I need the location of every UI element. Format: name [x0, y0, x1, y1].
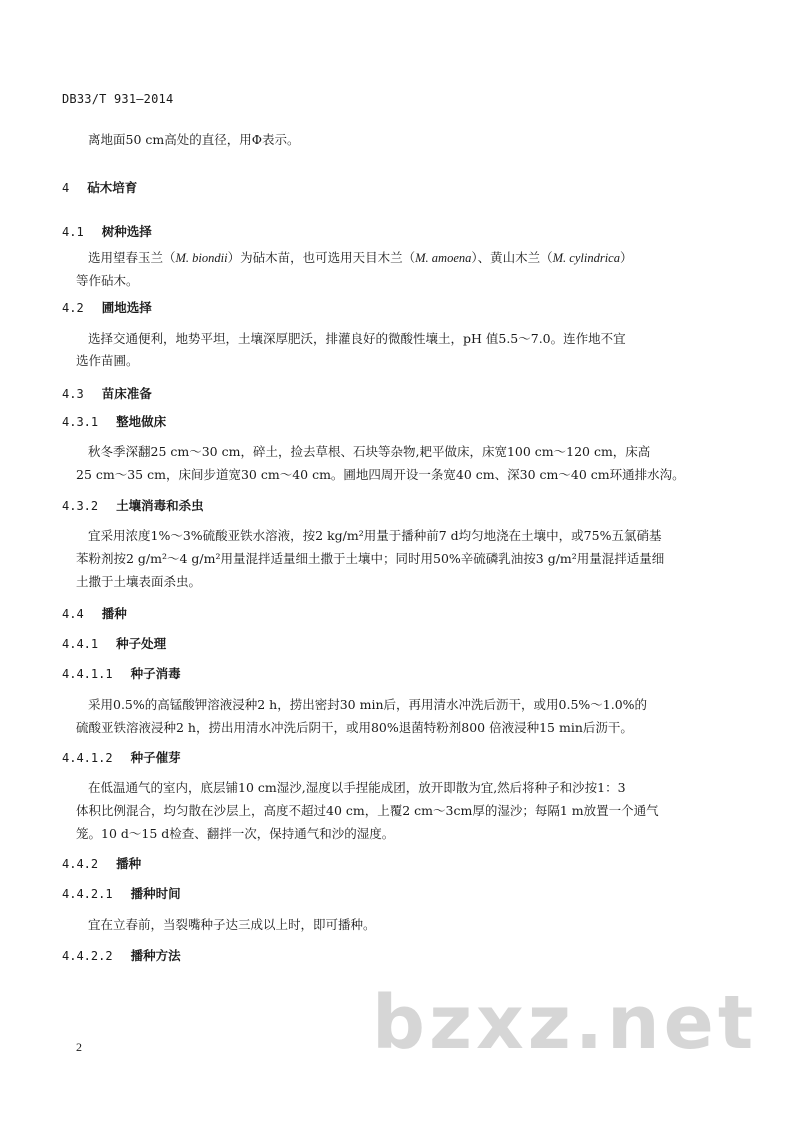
paragraph-definition-continuation: 离地面50 cm高处的直径，用Φ表示。	[88, 132, 300, 147]
section-heading-4-4-2-2: 4.4.2.2 播种方法	[62, 948, 181, 963]
paragraph-4-3-1: 秋冬季深翻25 cm～30 cm，碎土，捡去草根、石块等杂物,耙平做床，床宽100 cm～120 cm，床高	[88, 444, 651, 459]
document-id-header: DB33/T 931—2014	[62, 92, 174, 106]
section-heading-4-4-1: 4.4.1 种子处理	[62, 636, 167, 651]
section-heading-4-4-1-1: 4.4.1.1 种子消毒	[62, 666, 181, 681]
paragraph-4-1-line2: 等作砧木。	[76, 273, 139, 288]
paragraph-4-4-1-2-line2: 体积比例混合，均匀散在沙层上，高度不超过40 cm，上覆2 cm～3cm厚的湿沙；每隔1 m放置一个通气	[76, 803, 659, 818]
paragraph-4-4-1-2: 在低温通气的室内，底层铺10 cm湿沙,湿度以手捏能成团，放开即散为宜,然后将种子和沙按1：3	[88, 780, 626, 795]
paragraph-4-4-1-1-line2: 硫酸亚铁溶液浸种2 h，捞出用清水冲洗后阴干，或用80%退菌特粉剂800 倍液浸种15 min后沥干。	[76, 720, 633, 735]
section-heading-4-1: 4.1 树种选择	[62, 224, 152, 239]
section-heading-4-4: 4.4 播种	[62, 606, 127, 621]
section-heading-4-3-1: 4.3.1 整地做床	[62, 414, 167, 429]
section-heading-4-4-2: 4.4.2 播种	[62, 856, 142, 871]
section-heading-4-3: 4.3 苗床准备	[62, 386, 152, 401]
section-heading-4: 4 砧木培育	[62, 180, 138, 195]
section-heading-4-4-1-2: 4.4.1.2 种子催芽	[62, 750, 181, 765]
paragraph-4-4-1-2-line3: 笼。10 d～15 d检查、翻拌一次，保持通气和沙的湿度。	[76, 826, 395, 841]
section-heading-4-2: 4.2 圃地选择	[62, 300, 152, 315]
paragraph-4-4-1-1: 采用0.5%的高锰酸钾溶液浸种2 h，捞出密封30 min后，再用清水冲洗后沥干，或用0.5%～1.0%的	[88, 697, 648, 712]
paragraph-4-3-2-line2: 苯粉剂按2 g/m²～4 g/m²用量混拌适量细土撒于土壤中；同时用50%辛硫磷乳油按3 g/m²用量混拌适量细	[76, 551, 665, 566]
paragraph-4-3-2-line3: 土撒于土壤表面杀虫。	[76, 574, 202, 589]
paragraph-4-3-2: 宜采用浓度1%～3%硫酸亚铁水溶液，按2 kg/m²用量于播种前7 d均匀地浇在土壤中，或75%五氯硝基	[88, 528, 662, 543]
page-number: 2	[76, 1040, 82, 1054]
paragraph-4-4-2-1: 宜在立春前，当裂嘴种子达三成以上时，即可播种。	[88, 917, 376, 932]
paragraph-4-2: 选择交通便利，地势平坦，土壤深厚肥沃，排灌良好的微酸性壤土，pH 值5.5～7.0。连作地不宜	[88, 331, 626, 346]
section-heading-4-4-2-1: 4.4.2.1 播种时间	[62, 886, 181, 901]
section-heading-4-3-2: 4.3.2 土壤消毒和杀虫	[62, 498, 204, 513]
paragraph-4-2-line2: 选作苗圃。	[76, 353, 139, 368]
site-watermark: bzxz.net	[372, 980, 758, 1066]
paragraph-4-3-1-line2: 25 cm～35 cm，床间步道宽30 cm～40 cm。圃地四周开设一条宽40 cm、深30 cm～40 cm环通排水沟。	[76, 467, 685, 482]
paragraph-4-1: 选用望春玉兰（M. biondii）为砧木苗，也可选用天目木兰（M. amoena）、黄山木兰（M. cylindrica）	[88, 250, 633, 265]
